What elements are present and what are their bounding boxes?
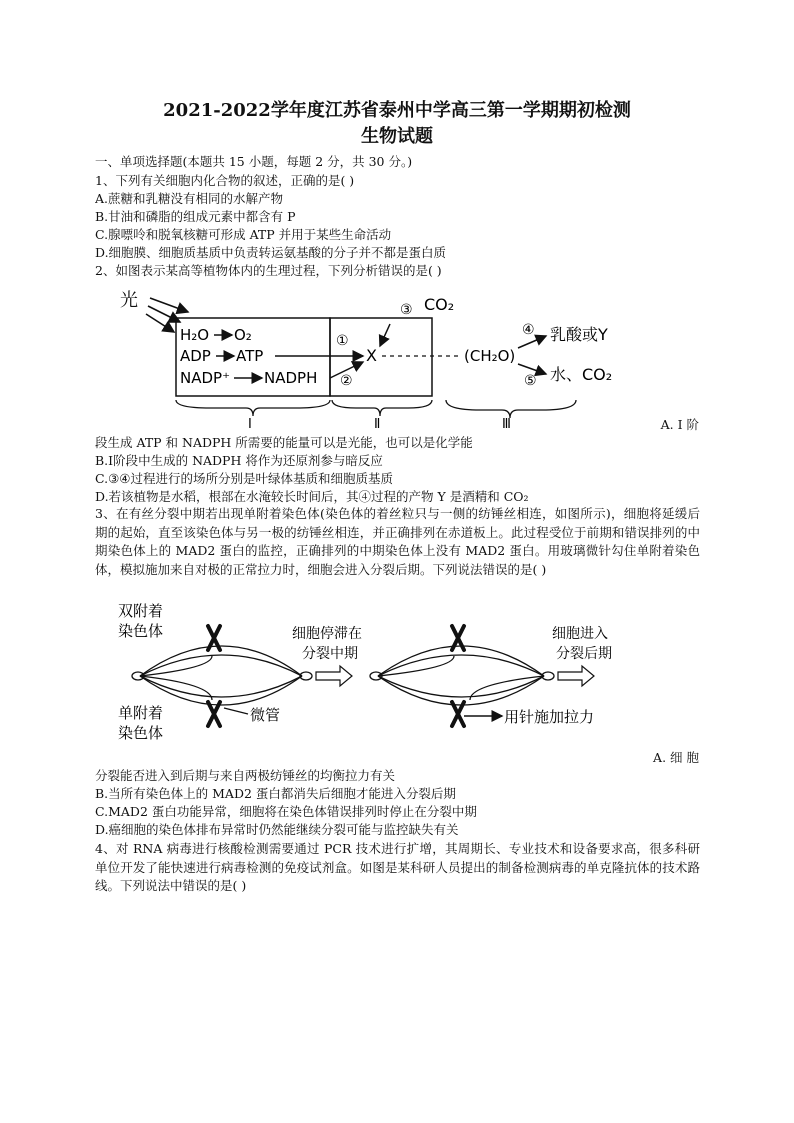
co2-top-label: CO₂ bbox=[424, 295, 455, 314]
water-co2-label: 水、CO₂ bbox=[550, 365, 613, 384]
q1-option-b: B.甘油和磷脂的组成元素中都含有 P bbox=[95, 209, 296, 224]
enter-anaphase-label-1: 细胞进入 bbox=[552, 626, 608, 642]
q1-stem: 1、下列有关细胞内化合物的叙述，正确的是( ) bbox=[95, 173, 355, 188]
step2-label: ② bbox=[340, 373, 353, 389]
step3-label: ③ bbox=[400, 302, 413, 318]
microtubule-label: 微管 bbox=[250, 706, 281, 724]
photosynthesis-diagram bbox=[110, 282, 650, 430]
q2-stem: 2、如图表示某高等植物体内的生理过程，下列分析错误的是( ) bbox=[95, 263, 442, 278]
single-attached-label-2: 染色体 bbox=[118, 724, 164, 742]
q3-option-d: D.癌细胞的染色体排布异常时仍然能继续分裂可能与监控缺失有关 bbox=[95, 822, 459, 837]
ch2o-label: (CH₂O) bbox=[464, 347, 516, 365]
double-attached-label-1: 双附着 bbox=[118, 602, 164, 620]
q1-option-c: C.腺嘌呤和脱氧核糖可形成 ATP 并用于某些生命活动 bbox=[95, 227, 392, 242]
arrest-label-2: 分裂中期 bbox=[302, 646, 358, 662]
q1-option-a: A.蔗糖和乳糖没有相同的水解产物 bbox=[95, 191, 284, 206]
nadp-label: NADP⁺ bbox=[180, 369, 230, 387]
double-attached-label-2: 染色体 bbox=[118, 622, 164, 640]
stage1-label: Ⅰ bbox=[248, 417, 252, 430]
arrest-label-1: 细胞停滞在 bbox=[292, 626, 362, 642]
single-attached-label-1: 单附着 bbox=[118, 704, 164, 722]
q2-option-a-start: A. Ⅰ 阶 bbox=[660, 417, 699, 432]
step5-label: ⑤ bbox=[524, 373, 537, 389]
q3-option-a-rest: 分裂能否进入到后期与来自两极纺锤丝的均衡拉力有关 bbox=[95, 768, 396, 783]
q2-option-d: D.若该植物是水稻，根部在水淹较长时间后，其④过程的产物 Y 是酒精和 CO₂ bbox=[95, 489, 529, 504]
x-label: X bbox=[366, 346, 377, 365]
mitosis-diagram bbox=[112, 598, 652, 746]
atp-label: ATP bbox=[236, 347, 264, 365]
q2-option-b: B.Ⅰ阶段中生成的 NADPH 将作为还原剂参与暗反应 bbox=[95, 453, 383, 468]
q3-option-c: C.MAD2 蛋白功能异常，细胞将在染色体错误排列时停止在分裂中期 bbox=[95, 804, 477, 819]
needle-force-label: 用针施加拉力 bbox=[504, 708, 595, 726]
page-title: 2021-2022学年度江苏省泰州中学高三第一学期期初检测 bbox=[163, 100, 631, 121]
enter-anaphase-label-2: 分裂后期 bbox=[556, 646, 612, 662]
stage2-label: Ⅱ bbox=[374, 417, 381, 430]
h2o-label: H₂O bbox=[180, 326, 210, 344]
lactic-label: 乳酸或Y bbox=[550, 325, 608, 344]
step1-label: ① bbox=[336, 333, 349, 349]
light-label: 光 bbox=[120, 290, 138, 311]
q3-option-a-start: A. 细 胞 bbox=[653, 750, 699, 765]
adp-label: ADP bbox=[180, 347, 211, 365]
section-heading: 一、单项选择题(本题共 15 小题，每题 2 分，共 30 分。) bbox=[95, 154, 413, 169]
q3-stem: 3、在有丝分裂中期若出现单附着染色体(染色体的着丝粒只与一侧的纺锤丝相连，如图所示)，细胞将延缓后期的起始，直至该染色体与另一极的纺锤丝相连，并正确排列在赤道板上。此过程受位于前期和错误排列的中期染色体上的 MAD2 蛋白的监控，正确排列的中期染色体上没有 MAD2 蛋白。用玻璃微针勾住单附着染色体，模拟施加来自对极的正常拉力时，细胞会进入分裂后期。下列说法错误的是( ) bbox=[95, 506, 700, 577]
q4-stem: 4、对 RNA 病毒进行核酸检测需要通过 PCR 技术进行扩增，其周期长、专业技术和设备要求高，很多科研单位开发了能快速进行病毒检测的免疫试剂盒。如图是某科研人员提出的制备检测病毒的单克隆抗体的技术路线。下列说法中错误的是( ) bbox=[95, 841, 700, 893]
q2-option-a-rest: 段生成 ATP 和 NADPH 所需要的能量可以是光能，也可以是化学能 bbox=[95, 435, 473, 450]
step4-label: ④ bbox=[522, 322, 535, 338]
q2-option-c: C.③④过程进行的场所分别是叶绿体基质和细胞质基质 bbox=[95, 471, 394, 486]
nadph-label: NADPH bbox=[264, 369, 318, 387]
stage3-label: Ⅲ bbox=[502, 417, 511, 430]
q3-option-b: B.当所有染色体上的 MAD2 蛋白都消失后细胞才能进入分裂后期 bbox=[95, 786, 456, 801]
page-subtitle: 生物试题 bbox=[361, 126, 433, 147]
o2-label: O₂ bbox=[234, 326, 252, 344]
q1-option-d: D.细胞膜、细胞质基质中负责转运氨基酸的分子并不都是蛋白质 bbox=[95, 245, 447, 260]
